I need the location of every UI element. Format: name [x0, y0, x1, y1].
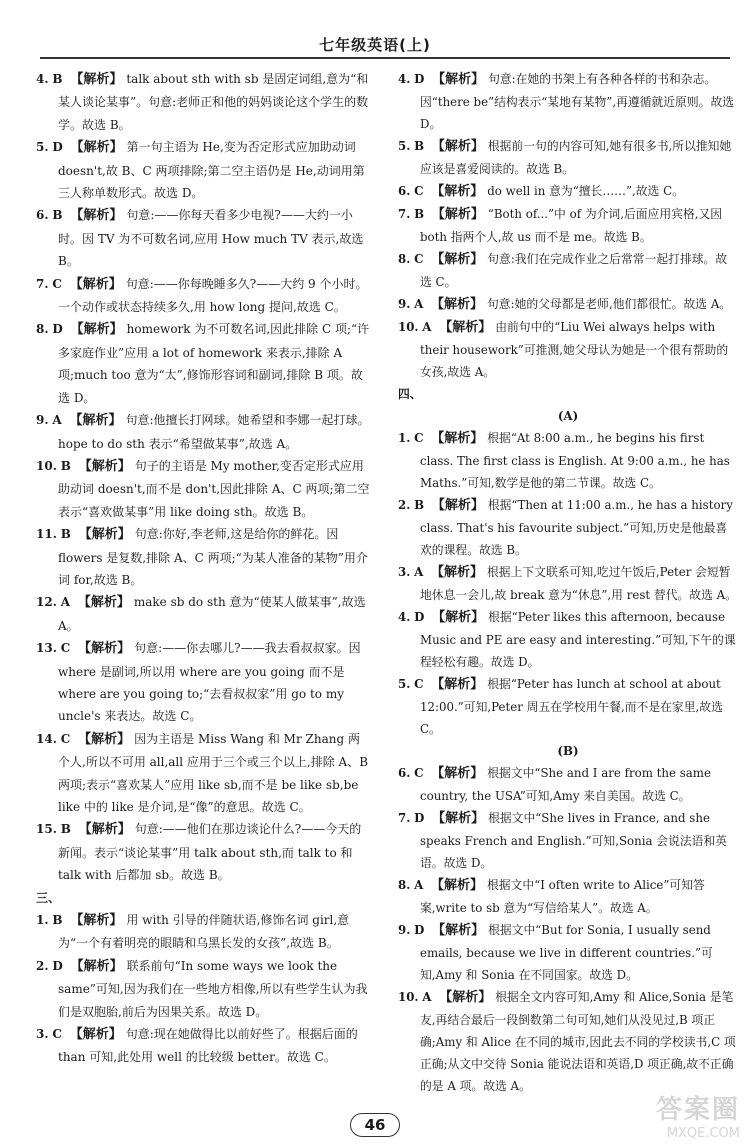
- section-label-4: 四、: [398, 387, 422, 401]
- answer-item: [398, 135, 738, 180]
- analysis-text: 用 with 引导的伴随状语,修饰名词 girl,意为“一个有着明亮的眼睛和乌黑长发的女孩”,故选 B。: [58, 913, 350, 951]
- answer-item: [36, 909, 371, 955]
- analysis-tag: 【解析】: [78, 731, 131, 747]
- analysis-text: “Both of...”中 of 为介词,后面应用宾格,又因 both 指两个人,故 us 而不是 me。故选 B。: [420, 207, 723, 244]
- item-answer: C: [60, 731, 71, 746]
- answer-item: [398, 919, 738, 986]
- analysis-text: 句意:现在她做得比以前好些了。根据后面的 than 可知,此处用 well 的比较级 better。故选 C。: [58, 1027, 358, 1065]
- answer-item: [398, 986, 738, 1097]
- item-answer: D: [414, 610, 425, 624]
- item-number: 15.: [36, 822, 57, 837]
- page-header: [0, 0, 750, 56]
- analysis-text: 联系前句“In some ways we look the same”可知,因为我们在一些地方相像,所以有些学生认为我们是双胞胎,前后为因果关系。故选 D。: [58, 958, 368, 1019]
- answer-item: [36, 523, 371, 591]
- analysis-tag: 【解析】: [432, 72, 485, 87]
- item-answer: C: [60, 641, 71, 656]
- analysis-tag: 【解析】: [431, 139, 484, 154]
- item-answer: B: [414, 498, 425, 512]
- item-answer: A: [414, 878, 424, 892]
- analysis-text: 句意:——他们在那边谈论什么?——今天的新闻。表示“谈论某事”用 talk about sth,而 talk to 和 talk with 后都加 sb。故选 B。: [58, 822, 362, 883]
- item-number: 7.: [398, 207, 411, 221]
- analysis-text: 根据“Then at 11:00 a.m., he has a history class. That's his favourite subject.”可知,历史是他最喜欢的课程。故选 B。: [420, 498, 733, 557]
- answer-item: [36, 68, 371, 136]
- analysis-text: 根据上下文联系可知,吃过午饭后,Peter 会短暂地休息一会儿,故 break 意为“休息”,用 rest 替代。故选 A。: [420, 565, 737, 602]
- answer-item: [398, 494, 738, 561]
- item-answer: C: [414, 766, 424, 780]
- analysis-tag: 【解析】: [78, 641, 131, 657]
- item-number: 8.: [36, 322, 49, 337]
- item-number: 7.: [398, 811, 411, 825]
- item-answer: B: [52, 72, 63, 86]
- item-number: 2.: [398, 498, 411, 512]
- item-number: 4.: [36, 72, 49, 86]
- right-column: [398, 68, 738, 1097]
- analysis-text: 句意:你好,李老师,这是给你的鲜花。因 flowers 是复数,排除 A、C 两项;“为某人准备的某物”用介词 for,故选 B。: [58, 527, 368, 587]
- item-answer: B: [52, 208, 63, 223]
- analysis-tag: 【解析】: [431, 207, 484, 222]
- sub-heading-a: (A): [557, 409, 579, 423]
- item-number: 5.: [398, 139, 411, 153]
- analysis-tag: 【解析】: [78, 458, 131, 474]
- answer-item: [398, 807, 738, 874]
- item-answer: C: [414, 184, 424, 198]
- analysis-tag: 【解析】: [431, 677, 484, 692]
- answer-item: [398, 293, 738, 316]
- item-answer: D: [414, 811, 425, 825]
- analysis-text: 根据“Peter has lunch at school at about 12:00.”可知,Peter 周五在学校用午餐,而不是在家里,故选 C。: [420, 677, 723, 736]
- item-answer: C: [414, 431, 424, 445]
- answer-item: [36, 204, 371, 272]
- item-number: 10.: [398, 320, 419, 334]
- analysis-tag: 【解析】: [70, 913, 123, 929]
- item-answer: D: [52, 322, 63, 337]
- item-answer: B: [414, 139, 425, 153]
- analysis-tag: 【解析】: [439, 990, 492, 1005]
- answer-item: [36, 591, 371, 637]
- item-number: 9.: [398, 297, 411, 311]
- analysis-tag: 【解析】: [432, 923, 485, 938]
- answer-item: [36, 818, 371, 886]
- item-number: 12.: [36, 595, 57, 610]
- item-number: 11.: [36, 527, 57, 542]
- analysis-tag: 【解析】: [430, 565, 483, 580]
- analysis-tag: 【解析】: [431, 766, 484, 781]
- item-number: 10.: [398, 990, 419, 1004]
- item-number: 5.: [36, 140, 49, 155]
- analysis-tag: 【解析】: [431, 184, 484, 199]
- item-answer: A: [414, 565, 424, 579]
- answer-item: [398, 606, 738, 673]
- analysis-text: 句意:——你每晚睡多久?——大约 9 个小时。一个动作或状态持续多久,用 how long 提问,故选 C。: [58, 276, 368, 315]
- item-answer: B: [60, 527, 71, 542]
- answer-item: [398, 68, 738, 135]
- answer-item: [36, 136, 371, 204]
- item-number: 14.: [36, 731, 57, 746]
- item-answer: C: [52, 1027, 62, 1042]
- answer-item: [36, 409, 371, 455]
- analysis-tag: 【解析】: [69, 1027, 122, 1043]
- analysis-tag: 【解析】: [432, 811, 485, 826]
- item-number: 1.: [398, 431, 411, 445]
- item-number: 13.: [36, 641, 57, 656]
- analysis-tag: 【解析】: [70, 72, 123, 87]
- answer-item: [36, 1023, 371, 1069]
- item-number: 5.: [398, 677, 411, 691]
- header-rule: [40, 57, 730, 59]
- item-answer: A: [422, 990, 432, 1004]
- analysis-text: 根据文中“She and I are from the same country, the USA”可知,Amy 来自美国。故选 C。: [420, 766, 711, 803]
- analysis-text: do well in 意为“擅长……”,故选 C。: [487, 184, 684, 198]
- item-number: 6.: [398, 766, 411, 780]
- item-answer: A: [52, 413, 62, 428]
- answer-item: [36, 637, 371, 728]
- answer-item: [398, 203, 738, 248]
- item-number: 8.: [398, 252, 411, 266]
- sub-heading-b: (B): [557, 744, 579, 758]
- watermark-logo-text: 答案圈: [655, 1095, 740, 1125]
- analysis-text: 句子的主语是 My mother,变否定形式应用助动词 doesn't,而不是 don't,因此排除 A、C 两项;第二空表示“喜欢做某事”用 like doing sth。故选 B。: [58, 458, 370, 519]
- analysis-text: 句意:我们在完成作业之后常常一起打排球。故选 C。: [420, 252, 728, 289]
- item-answer: C: [414, 252, 424, 266]
- answer-item: [398, 762, 738, 807]
- item-answer: C: [414, 677, 424, 691]
- analysis-text: 句意:她的父母都是老师,他们都很忙。故选 A。: [487, 297, 732, 311]
- analysis-tag: 【解析】: [430, 878, 483, 893]
- analysis-text: 句意:他擅长打网球。她希望和李娜一起打球。hope to do sth 表示“希望做某事”,故选 A。: [58, 413, 370, 451]
- answer-item: [398, 248, 738, 293]
- analysis-text: talk about sth with sb 是固定词组,意为“和某人谈论某事”。句意:老师正和他的妈妈谈论这个学生的数学。故选 B。: [58, 72, 369, 132]
- item-number: 10.: [36, 458, 57, 473]
- item-answer: B: [414, 207, 425, 221]
- analysis-text: 根据前一句的内容可知,她有很多书,所以推知她应该是喜爱阅读的。故选 B。: [420, 139, 732, 176]
- analysis-tag: 【解析】: [70, 140, 123, 156]
- answer-item: [36, 318, 371, 409]
- item-number: 9.: [36, 413, 49, 428]
- section-label-3: 三、: [36, 890, 61, 905]
- analysis-tag: 【解析】: [70, 208, 123, 224]
- analysis-text: 根据“Peter likes this afternoon, because Music and PE are easy and interesting.”可知,下午的课程轻松有趣。故选 D。: [420, 610, 736, 669]
- analysis-tag: 【解析】: [70, 322, 123, 338]
- analysis-text: 由前句中的“Liu Wei always helps with their housework”可推测,她父母认为她是一个很有帮助的女孩,故选 A。: [420, 320, 729, 379]
- analysis-tag: 【解析】: [69, 413, 122, 429]
- answer-item: [36, 728, 371, 819]
- item-answer: B: [60, 822, 71, 837]
- analysis-tag: 【解析】: [431, 252, 484, 267]
- page-number: 46: [350, 1113, 401, 1137]
- answer-item: [398, 316, 738, 383]
- analysis-tag: 【解析】: [78, 527, 131, 543]
- item-answer: A: [414, 297, 424, 311]
- analysis-text: 句意:在她的书架上有各种各样的书和杂志。因“there be”结构表示“某地有某物”,再遵循就近原则。故选 D。: [420, 72, 735, 131]
- item-number: 4.: [398, 610, 411, 624]
- answer-item: [36, 273, 371, 319]
- analysis-tag: 【解析】: [69, 276, 122, 292]
- analysis-text: 因为主语是 Miss Wang 和 Mr Zhang 两个人,所以不可用 all,all 应用于三个或三个以上,排除 A、B 两项;表示“喜欢某人”应用 like sb,而不是 be like sb,be like 中的 like 是介词,是“像”的意思。故选 C。: [58, 731, 369, 814]
- analysis-text: 根据文中“She lives in France, and she speaks French and English.”可知,Sonia 会说法语和英语。故选 D。: [420, 811, 728, 870]
- left-column: [36, 68, 371, 1069]
- item-answer: B: [52, 913, 63, 928]
- analysis-tag: 【解析】: [70, 958, 123, 974]
- item-number: 7.: [36, 276, 49, 291]
- analysis-tag: 【解析】: [432, 610, 485, 625]
- analysis-tag: 【解析】: [78, 822, 131, 838]
- analysis-tag: 【解析】: [77, 595, 130, 611]
- analysis-tag: 【解析】: [431, 498, 484, 513]
- item-number: 6.: [398, 184, 411, 198]
- item-number: 3.: [36, 1027, 49, 1042]
- item-answer: D: [414, 923, 425, 937]
- analysis-text: 根据文中“But for Sonia, I usually send emails, because we live in different countries.”可知,Amy 和 Sonia 在不同国家。故选 D。: [420, 923, 713, 982]
- watermark-url: MXQE.COM: [666, 1126, 740, 1141]
- analysis-text: make sb do sth 意为“使某人做某事”,故选 A。: [58, 595, 366, 633]
- analysis-text: 第一句主语为 He,变为否定形式应加助动词 doesn't,故 B、C 两项排除;第二空主语仍是 He,动词用第三人称单数形式。故选 D。: [58, 140, 365, 201]
- item-number: 8.: [398, 878, 411, 892]
- analysis-text: 根据“At 8:00 a.m., he begins his first class. The first class is English. At 9:00 a.m., he has Maths.”可知,数学是他的第二节课。故选 C。: [420, 431, 730, 490]
- analysis-text: 根据文中“I often write to Alice”可知答案,write to sb 意为“写信给某人”。故选 A。: [420, 878, 705, 915]
- item-number: 3.: [398, 565, 411, 579]
- analysis-text: 句意:——你去哪儿?——我去看叔叔家。因 where 是副词,所以用 where are you going 而不是 where are you going to;“去看叔叔家”用 go to my uncle's 来表达。故选 C。: [58, 641, 361, 724]
- analysis-tag: 【解析】: [430, 297, 483, 312]
- item-number: 4.: [398, 72, 411, 86]
- watermark-logo: [590, 1089, 740, 1139]
- item-answer: D: [414, 72, 425, 86]
- item-answer: D: [52, 958, 63, 973]
- item-number: 2.: [36, 958, 49, 973]
- analysis-tag: 【解析】: [431, 431, 484, 446]
- analysis-tag: 【解析】: [439, 320, 492, 335]
- answer-item: [398, 180, 738, 203]
- answer-item: [398, 874, 738, 919]
- answer-item: [36, 455, 371, 523]
- answer-item: [398, 427, 738, 494]
- item-number: 6.: [36, 208, 49, 223]
- item-number: 9.: [398, 923, 411, 937]
- page-title: 七年级英语(上): [319, 36, 431, 54]
- analysis-text: homework 为不可数名词,因此排除 C 项;“许多家庭作业”应用 a lot of homework 来表示,排除 A 项;much too 意为“太”,修饰形容词和副词,排除 B 项。故选 D。: [58, 322, 370, 405]
- analysis-text: 句意:——你每天看多少电视?——大约一小时。因 TV 为不可数名词,应用 How much TV 表示,故选 B。: [58, 208, 364, 269]
- answer-item: [398, 561, 738, 606]
- item-answer: A: [422, 320, 432, 334]
- item-answer: B: [60, 458, 71, 473]
- answer-item: [398, 673, 738, 740]
- item-answer: C: [52, 276, 62, 291]
- item-answer: A: [60, 595, 71, 610]
- item-answer: D: [52, 140, 63, 155]
- analysis-text: 根据全文内容可知,Amy 和 Alice,Sonia 是笔友,再结合最后一段倒数第二句可知,她们从没见过,B 项正确;Amy 和 Alice 在不同的城市,因此去不同的学校读书,C 项正确;从文中交待 Sonia 能说法语和英语,D 项正确,故不正确的是 A 项。故选 A。: [420, 990, 736, 1093]
- item-number: 1.: [36, 913, 49, 928]
- answer-item: [36, 955, 371, 1023]
